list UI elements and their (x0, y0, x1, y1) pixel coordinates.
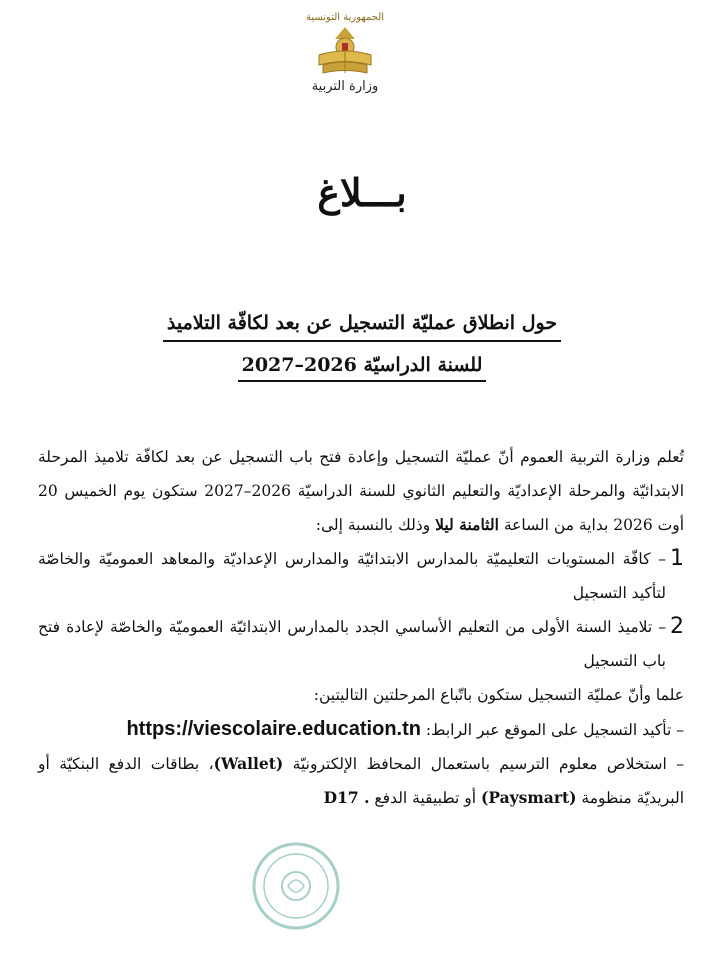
country-name: الجمهورية التونسية (305, 12, 385, 23)
ministry-logo (300, 12, 390, 94)
wallet-label: (Wallet) (213, 754, 284, 773)
intro-paragraph (38, 440, 684, 542)
item-text: – كافّة المستويات التعليميّة بالمدارس الابتدائيّة والمدارس الإعداديّة والمعاهد العموميّة والخاصّة لتأكيد التسجيل (38, 550, 666, 602)
list-item (38, 610, 684, 678)
official-stamp-icon (250, 840, 342, 932)
ministry-emblem-icon (313, 25, 377, 77)
ministry-name: وزارة التربية (311, 79, 379, 94)
registration-link[interactable]: https://viescolaire.education.tn (126, 718, 421, 740)
item-number: 1 (670, 546, 684, 571)
step-2 (38, 747, 684, 815)
subject-line-1: حول انطلاق عمليّة التسجيل عن بعد لكافّة التلاميذ (163, 312, 561, 342)
note-paragraph: علما وأنّ عمليّة التسجيل ستكون باتّباع المرحلتين التاليتين: (313, 686, 684, 704)
page-title: بـــلاغ (317, 170, 407, 215)
announcement-body (38, 440, 684, 815)
step-2-text-a: – استخلاص معلوم الترسيم باستعمال المحافظ الإلكترونيّة (292, 755, 685, 773)
step-2-text-b: ، بطاقات الدفع البنكيّة أو البريديّة منظومة (38, 755, 684, 807)
d17-label: D17 . (323, 788, 370, 807)
intro-end: وذلك بالنسبة إلى: (315, 516, 431, 534)
subject-line-2: للسنة الدراسيّة 2026–2027 (238, 354, 487, 382)
subject-heading (0, 312, 724, 382)
step-2-text-c: أو تطبيقية الدفع (374, 789, 477, 807)
step-1-text: – تأكيد التسجيل على الموقع عبر الرابط: (425, 721, 684, 739)
intro-bold-time: الثامنة ليلا (435, 515, 499, 534)
item-number: 2 (670, 614, 684, 639)
intro-text: تُعلم وزارة التربية العموم أنّ عمليّة التسجيل وإعادة فتح باب التسجيل عن بعد لكافّة تلاميذ المرحلة الابتدائيّة والمرحلة الإعداديّة والتعليم الثانوي للسنة الدراسيّة 2026–2027 ستكون يوم الخميس 20 أوت 2026 بداية من الساعة (38, 448, 684, 534)
step-1 (38, 712, 684, 747)
list-item (38, 542, 684, 610)
paysmart-label: (Paysmart) (481, 788, 577, 807)
item-text: – تلاميذ السنة الأولى من التعليم الأساسي الجدد بالمدارس الابتدائيّة العموميّة والخاصّة لإعادة فتح باب التسجيل (38, 618, 666, 670)
